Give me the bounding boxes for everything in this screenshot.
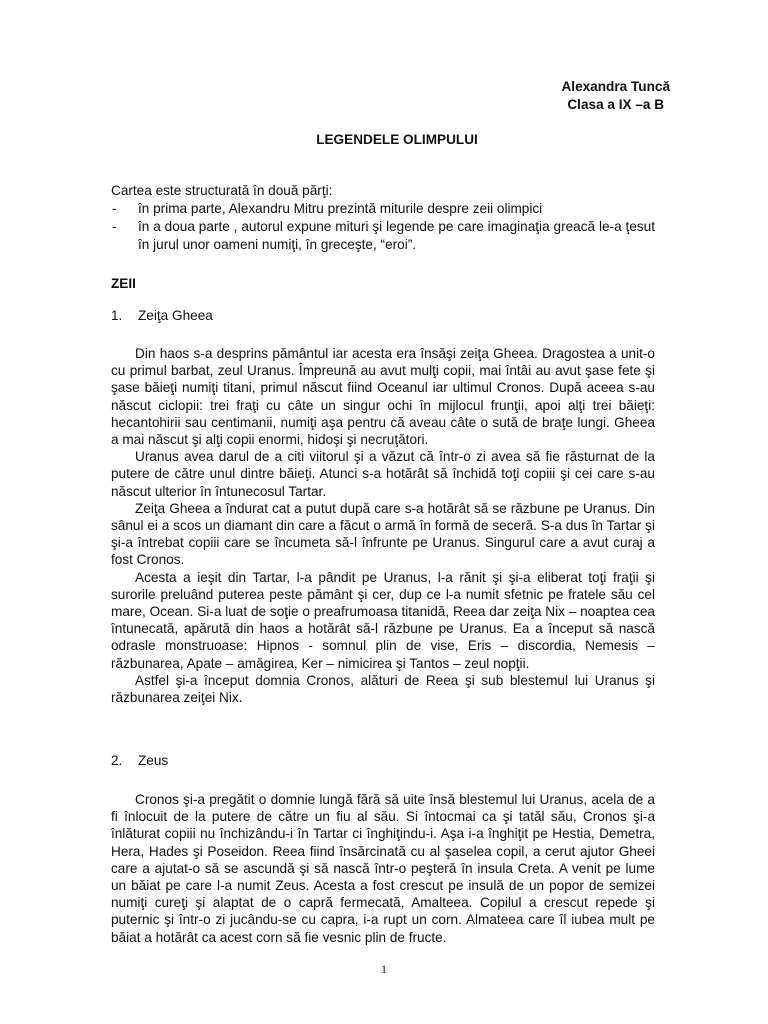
- author-name: Alexandra Tuncă: [561, 79, 670, 94]
- list-item-text: în a doua parte , autorul expune mituri şi legende pe care imaginaţia greacă le-a ţesut în jurul unor oameni numiţi, în greceşte, “eroi”.: [138, 219, 655, 252]
- paragraph: Zeiţa Gheea a îndurat cat a putut după care s-a hotărât să se răzbune pe Uranus. Din sânul ei a scos un diamant din care a făcut o armă în formă de seceră. S-a dus în Tartar şi şi-a întrebat copiii care se încumeta să-l înfrunte pe Uranus. Singurul care a avut curaj a fost Cronos.: [111, 500, 655, 568]
- chapter-number: 1.: [111, 308, 123, 323]
- paragraph: Din haos s-a desprins pământul iar acesta era însăşi zeiţa Gheea. Dragostea a unit-o cu primul barbat, zeul Uranus. Împreună au avut mulţi copii, mai întâi au avut şase fete şi şase băieţi numiţi titani, primul născut fiind Oceanul iar ultimul Cronos. După aceea s-au născut ciclopii: trei fraţi cu câte un singur ochi în mijlocul frunţii, apoi alţi trei băieţi: hecantohirii sau centimanii, numiţi aşa pentru că aveau câte o sută de braţe lungi. Gheea a mai născut şi alţi copii enormi, hidoşi şi necruţători.: [111, 346, 655, 448]
- intro-block: [111, 182, 655, 254]
- paragraph: Astfel şi-a început domnia Cronos, alături de Reea şi sub blestemul lui Uranus şi răzbunarea zeiţei Nix.: [111, 672, 655, 706]
- list-item: [111, 218, 655, 254]
- chapter-title: Zeiţa Gheea: [138, 308, 213, 323]
- list-dash: -: [112, 201, 117, 216]
- page-number: 1: [381, 962, 387, 976]
- chapter-title: Zeus: [138, 753, 169, 768]
- paragraph: Cronos şi-a pregătit o domnie lungă fără să uite însă blestemul lui Uranus, acela de a fi înlocuit de la putere de către un fiu al său. Si întocmai ca şi tatăl său, Cronos şi-a înlăturat copiii nu închizându-i în Tartar ci înghiţindu-i. Aşa i-a înghiţit pe Hestia, Demetra, Hera, Hades şi Poseidon. Reea fiind însărcinată cu al şaselea copil, a cerut ajutor Gheei care a ajutat-o să se ascundă şi să nască într-o peşteră în insula Creta. A venit pe lume un băiat pe care l-a numit Zeus. Acesta a fost crescut pe insulă de un popor de semizei numiţi cureţi şi alaptat de o capră fermecată, Amalteea. Copilul a crescut repede şi puternic şi într-o zi jucându-se cu capra, i-a rupt un corn. Almateea care îl iubea mult pe băiat a hotărât ca acest corn să fie vesnic plin de fructe.: [111, 792, 655, 945]
- paragraph: Acesta a ieşit din Tartar, l-a pândit pe Uranus, l-a rănit şi şi-a eliberat toţi fraţii şi surorile preluând puterea peste pământ şi cer, dup ce l-a numit sfetnic pe fratele său cel mare, Ocean. Si-a luat de soţie o preafrumoasa titanidă, Reea dar zeiţa Nix – noaptea cea întunecată, apărută din haos a hotărât să-l răzbune pe Uranus. Ea a început să nască odrasle monstruoase: Hipnos - somnul plin de vise, Eris – discordia, Nemesis – răzbunarea, Apate – amăgirea, Ker – nimicirea şi Tantos – zeul nopţii.: [111, 569, 655, 671]
- list-item-text: în prima parte, Alexandru Mitru prezintă miturile despre zeii olimpici: [138, 201, 543, 216]
- list-item: [111, 200, 655, 218]
- section-heading: ZEII: [111, 276, 136, 291]
- intro-lead: Cartea este structurată în două părţi:: [111, 183, 333, 198]
- chapter-text-zeus: [111, 791, 655, 946]
- chapter-text-gheea: [111, 345, 655, 706]
- chapter-heading-zeus: [111, 753, 168, 768]
- list-dash: -: [112, 219, 117, 234]
- author-class: Clasa a IX –a B: [567, 97, 665, 112]
- paragraph: Uranus avea darul de a citi viitorul şi a văzut că într-o zi avea să fie răsturnat de la putere de către unul dintre băieţi. Atunci s-a hotărât să închidă toţi copiii şi cei care s-au născut ulterior în întunecosul Tartar.: [111, 449, 655, 499]
- author-block: [561, 78, 670, 114]
- chapter-number: 2.: [111, 753, 123, 768]
- document-title: LEGENDELE OLIMPULUI: [316, 132, 478, 147]
- chapter-heading-gheea: [111, 308, 213, 323]
- intro-list: [111, 200, 655, 254]
